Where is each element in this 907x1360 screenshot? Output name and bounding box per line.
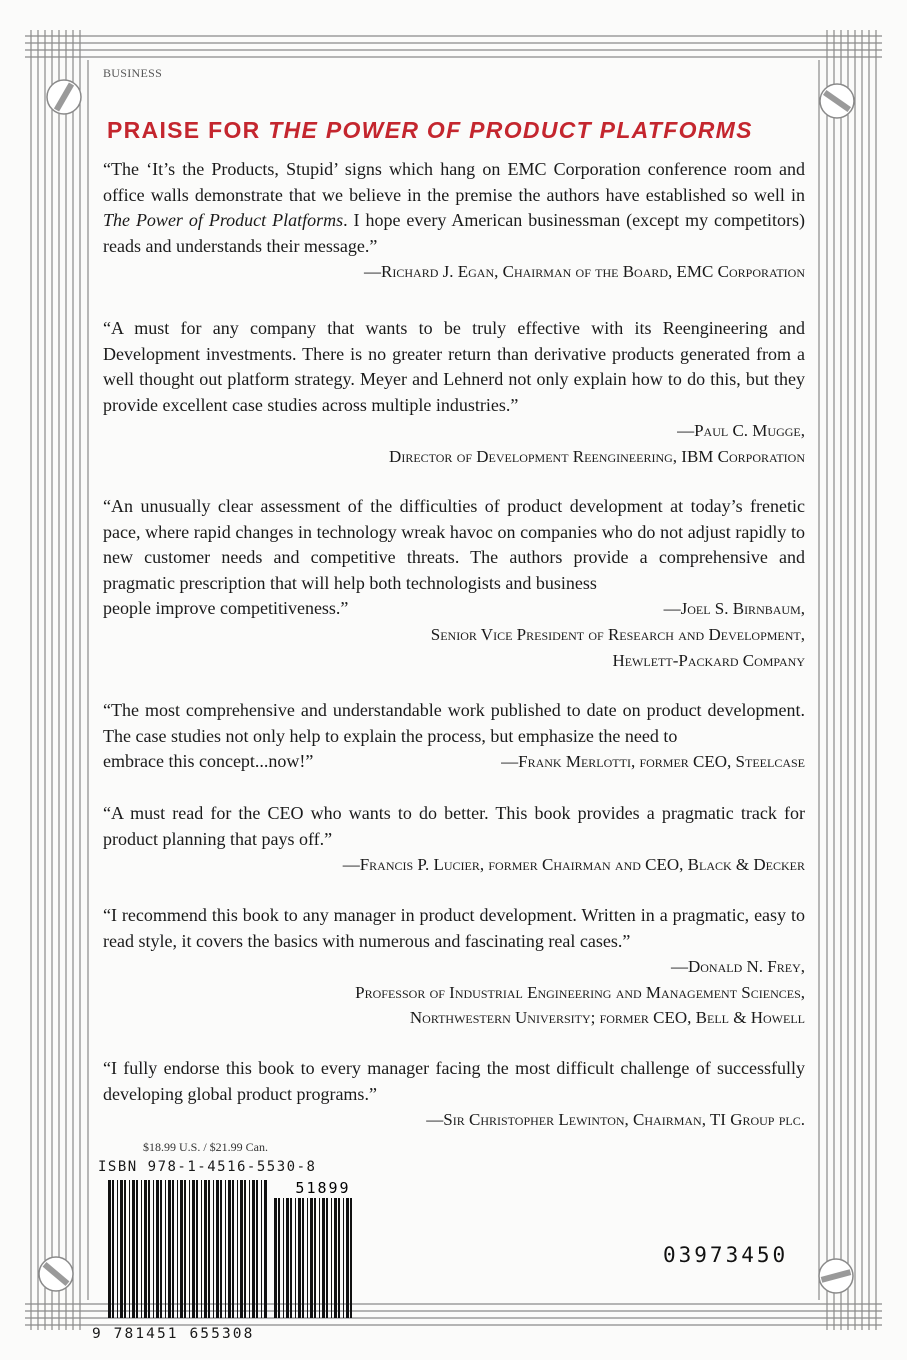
barcode-bar xyxy=(274,1198,277,1318)
barcode-bar xyxy=(213,1180,214,1318)
barcode-bar xyxy=(283,1198,284,1318)
barcode-bar xyxy=(326,1198,328,1318)
barcode-bar xyxy=(136,1180,138,1318)
quote-mugge xyxy=(103,316,805,470)
barcode-bar xyxy=(168,1180,171,1318)
quote-last-line: people improve competitiveness.” xyxy=(103,598,349,619)
barcode-bar xyxy=(132,1180,135,1318)
barcode-bar xyxy=(314,1198,316,1318)
barcode-bar xyxy=(295,1198,296,1318)
quote-attribution-name: —Donald N. Frey, xyxy=(670,957,805,977)
quote-lewinton xyxy=(103,1056,805,1133)
barcode-bar xyxy=(310,1198,313,1318)
barcode-bar xyxy=(165,1180,166,1318)
barcode-bar xyxy=(307,1198,308,1318)
quote-egan xyxy=(103,157,805,285)
barcode-bars-main xyxy=(108,1180,267,1318)
barcode-bar xyxy=(172,1180,174,1318)
quote-attribution-company: Northwestern University; former CEO, Bell & Howell xyxy=(409,1008,805,1028)
barcode-bar xyxy=(338,1198,340,1318)
quote-text: “I recommend this book to any manager in product development. Written in a pragmatic, easy to read style, it covers the basics with numerous and fascinating real cases.” xyxy=(103,905,805,951)
barcode-bar xyxy=(237,1180,238,1318)
quote-text: “A must for any company that wants to be truly effective with its Reengineering and Development investments. There is no greater return than derivative products generated from a well thought out platform strategy. Meyer and Lehnerd not only explain how to do this, but they provide excellent case studies across multiple industries.” xyxy=(103,318,805,415)
quote-text: “The most comprehensive and understandable work published to date on product development. The case studies not only help to explain the process, but emphasize the need to xyxy=(103,700,805,746)
barcode-bar xyxy=(343,1198,344,1318)
barcode-bar xyxy=(261,1180,262,1318)
quote-last-line-row xyxy=(103,749,805,775)
barcode-bar xyxy=(278,1198,280,1318)
barcode-bar xyxy=(220,1180,222,1318)
heading-book-title: THE POWER OF PRODUCT PLATFORMS xyxy=(268,117,753,143)
barcode-bar xyxy=(124,1180,126,1318)
barcode-bar xyxy=(153,1180,154,1318)
quote-last-line-row xyxy=(103,596,805,622)
barcode-bar xyxy=(256,1180,258,1318)
barcode-bar xyxy=(108,1180,111,1318)
quote-book-title: The Power of Product Platforms xyxy=(103,210,344,231)
barcode-bar xyxy=(225,1180,226,1318)
barcode-bar xyxy=(184,1180,186,1318)
barcode-bar xyxy=(244,1180,246,1318)
barcode-bar xyxy=(334,1198,337,1318)
barcode-bar xyxy=(232,1180,234,1318)
quote-lucier xyxy=(103,801,805,878)
barcode-bar xyxy=(322,1198,325,1318)
barcode-bar xyxy=(129,1180,130,1318)
barcode-bar xyxy=(189,1180,190,1318)
isbn-barcode xyxy=(106,1180,358,1324)
barcode-bar xyxy=(196,1180,198,1318)
barcode-bar xyxy=(120,1180,123,1318)
barcode-bar xyxy=(177,1180,178,1318)
barcode-bars-addon xyxy=(274,1198,352,1318)
barcode-bar xyxy=(346,1198,349,1318)
quote-attribution-title: Senior Vice President of Research and Development, xyxy=(430,624,805,644)
barcode-bar xyxy=(319,1198,320,1318)
quote-attribution-title: Professor of Industrial Engineering and Management Sciences, xyxy=(355,982,805,1002)
quote-text-part: “The ‘It’s the Products, Stupid’ signs which hang on EMC Corporation conference room and office walls demonstrate that we believe in the premise the authors have established so well in xyxy=(103,159,805,205)
quote-text xyxy=(103,157,805,259)
quote-attribution-name: —Paul C. Mugge, xyxy=(677,421,805,441)
quote-text-part: . I hope every American businessman (except my competitors) reads and understands their message.” xyxy=(103,210,805,256)
barcode-bar xyxy=(249,1180,250,1318)
barcode-bar xyxy=(141,1180,142,1318)
barcode-bar xyxy=(286,1198,289,1318)
price-label: $18.99 U.S. / $21.99 Can. xyxy=(143,1140,269,1154)
barcode-price-code: 51899 xyxy=(295,1180,351,1197)
barcode-bar xyxy=(252,1180,255,1318)
praise-heading xyxy=(107,117,807,144)
barcode-bar xyxy=(180,1180,183,1318)
screw-icon-bottom-right xyxy=(819,1259,853,1293)
barcode-bar xyxy=(204,1180,207,1318)
screw-icon-top-left xyxy=(47,80,81,114)
quote-attribution-name: —Joel S. Birnbaum, xyxy=(663,599,805,619)
barcode-bar xyxy=(228,1180,231,1318)
barcode-bar xyxy=(290,1198,292,1318)
quote-merlotti xyxy=(103,698,805,775)
quote-text: “A must read for the CEO who wants to do better. This book provides a pragmatic track for product planning that pays off.” xyxy=(103,803,805,849)
barcode-bar xyxy=(350,1198,352,1318)
barcode-bar xyxy=(112,1180,114,1318)
barcode-bar xyxy=(208,1180,210,1318)
barcode-bar xyxy=(201,1180,202,1318)
quote-birnbaum xyxy=(103,494,805,673)
barcode-bar xyxy=(192,1180,195,1318)
screw-icon-top-right xyxy=(820,84,854,118)
screw-icon-bottom-left xyxy=(39,1257,73,1291)
barcode-bar xyxy=(148,1180,150,1318)
quote-attribution: —Frank Merlotti, former CEO, Steelcase xyxy=(501,752,805,772)
barcode-digits: 9 781451 655308 xyxy=(92,1326,255,1342)
isbn-label: ISBN 978-1-4516-5530-8 xyxy=(98,1159,317,1175)
quote-text: “An unusually clear assessment of the difficulties of product development at today’s frenetic pace, where rapid changes in technology wreak havoc on companies who do not adjust rapidly to new customer needs and competitive threats. The authors provide a comprehensive and pragmatic prescription that will help both technologists and business xyxy=(103,496,805,593)
barcode-bar xyxy=(331,1198,332,1318)
category-label: BUSINESS xyxy=(103,66,163,80)
quote-attribution: —Sir Christopher Lewinton, Chairman, TI Group plc. xyxy=(426,1110,805,1130)
sku-number: 03973450 xyxy=(663,1243,789,1267)
heading-prefix: PRAISE FOR xyxy=(107,117,269,143)
barcode-bar xyxy=(117,1180,118,1318)
barcode-bar xyxy=(264,1180,267,1318)
barcode-bar xyxy=(216,1180,219,1318)
barcode-bar xyxy=(156,1180,159,1318)
barcode-bar xyxy=(240,1180,243,1318)
quote-attribution: —Richard J. Egan, Chairman of the Board, EMC Corporation xyxy=(364,262,805,282)
quote-attribution-company: Hewlett-Packard Company xyxy=(612,650,805,670)
quote-frey xyxy=(103,903,805,1031)
quote-last-line: embrace this concept...now!” xyxy=(103,751,314,772)
barcode-bar xyxy=(160,1180,162,1318)
quote-text: “I fully endorse this book to every manager facing the most difficult challenge of successfully developing global product programs.” xyxy=(103,1058,805,1104)
barcode-bar xyxy=(144,1180,147,1318)
quote-attribution-title: Director of Development Reengineering, IBM Corporation xyxy=(389,446,805,466)
barcode-bar xyxy=(302,1198,304,1318)
quote-attribution: —Francis P. Lucier, former Chairman and CEO, Black & Decker xyxy=(342,855,805,875)
barcode-bar xyxy=(298,1198,301,1318)
